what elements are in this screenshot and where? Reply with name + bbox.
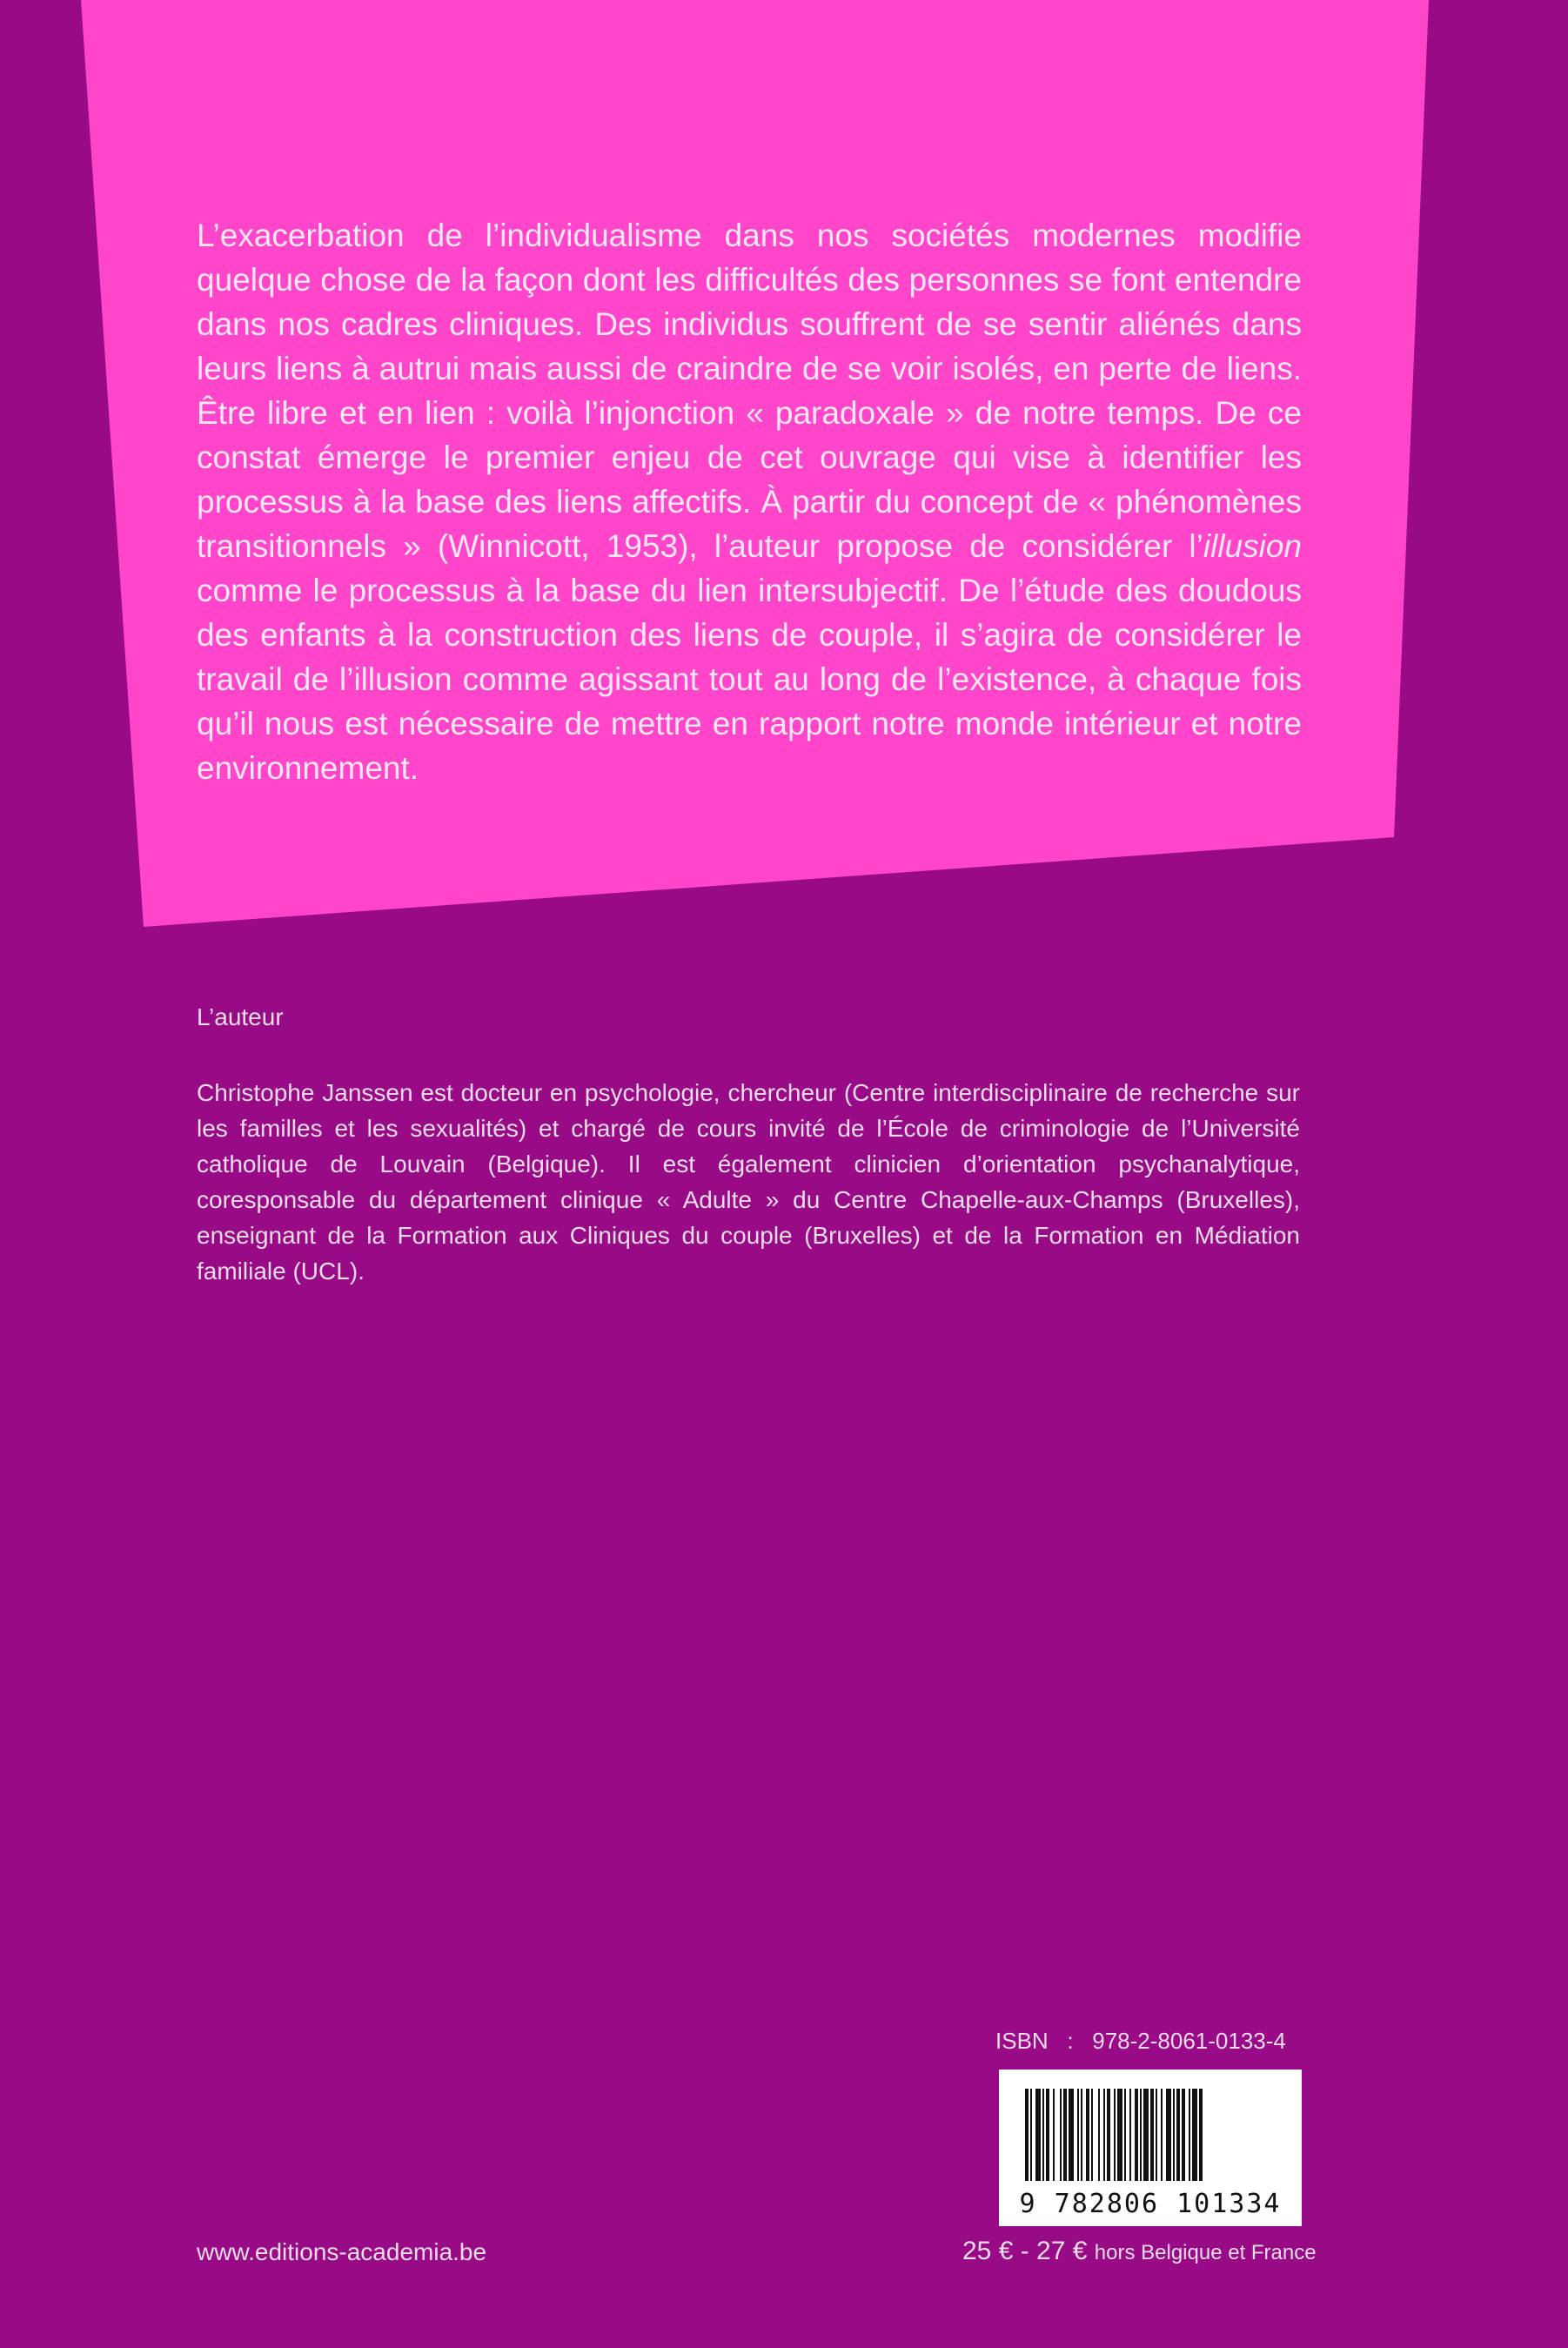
barcode (999, 2070, 1302, 2226)
summary-italic-word: illusion (1203, 528, 1302, 564)
summary-text-part1: L’exacerbation de l’individualisme dans nos sociétés modernes modifie quelque chose de la façon dont les difficultés des personnes se font entendre dans nos cadres cliniques. Des individus souffrent de se sentir aliénés dans leurs liens à autrui mais aussi de craindre de se voir isolés, en perte de liens. Être libre et en lien : voilà l’injonction « paradoxale » de notre temps. De ce constat émerge le premier enjeu de cet ouvrage qui vise à identifier les processus à la base des liens affectifs. À partir du concept de « phénomènes transitionnels » (Winnicott, 1953), l’auteur propose de considérer l’ (197, 218, 1302, 564)
price (962, 2237, 1317, 2266)
author-bio: Christophe Janssen est docteur en psychologie, chercheur (Centre interdisciplinaire de recherche sur les familles et les sexualités) et chargé de cours invité de l’École de criminologie de l’Université catholique de Louvain (Belgique). Il est également clinicien d’orientation psychanalytique, coresponsable du département clinique « Adulte » du Centre Chapelle-aux-Champs (Bruxelles), enseignant de la Formation aux Cliniques du couple (Bruxelles) et de la Formation en Médiation familiale (UCL). (197, 1079, 1300, 1285)
barcode-bars (1025, 2089, 1277, 2181)
isbn-label: ISBN : 978-2-8061-0133-4 (995, 2028, 1286, 2054)
price-note: hors Belgique et France (1094, 2241, 1317, 2264)
author-heading: L’auteur (197, 1003, 284, 1030)
summary-text-part2: comme le processus à la base du lien intersubjectif. De l’étude des doudous des enfants à la construction des liens de couple, il s’agira de considérer le travail de l’illusion comme agissant tout au long de l’existence, à chaque fois qu’il nous est nécessaire de mettre en rapport notre monde intérieur et notre environnement. (197, 573, 1302, 786)
price-value: 25 € - 27 € (962, 2237, 1095, 2265)
summary-text (197, 213, 1302, 790)
barcode-digits: 9 782806 101334 (1019, 2189, 1282, 2219)
publisher-website: www.editions-academia.be (197, 2238, 487, 2265)
